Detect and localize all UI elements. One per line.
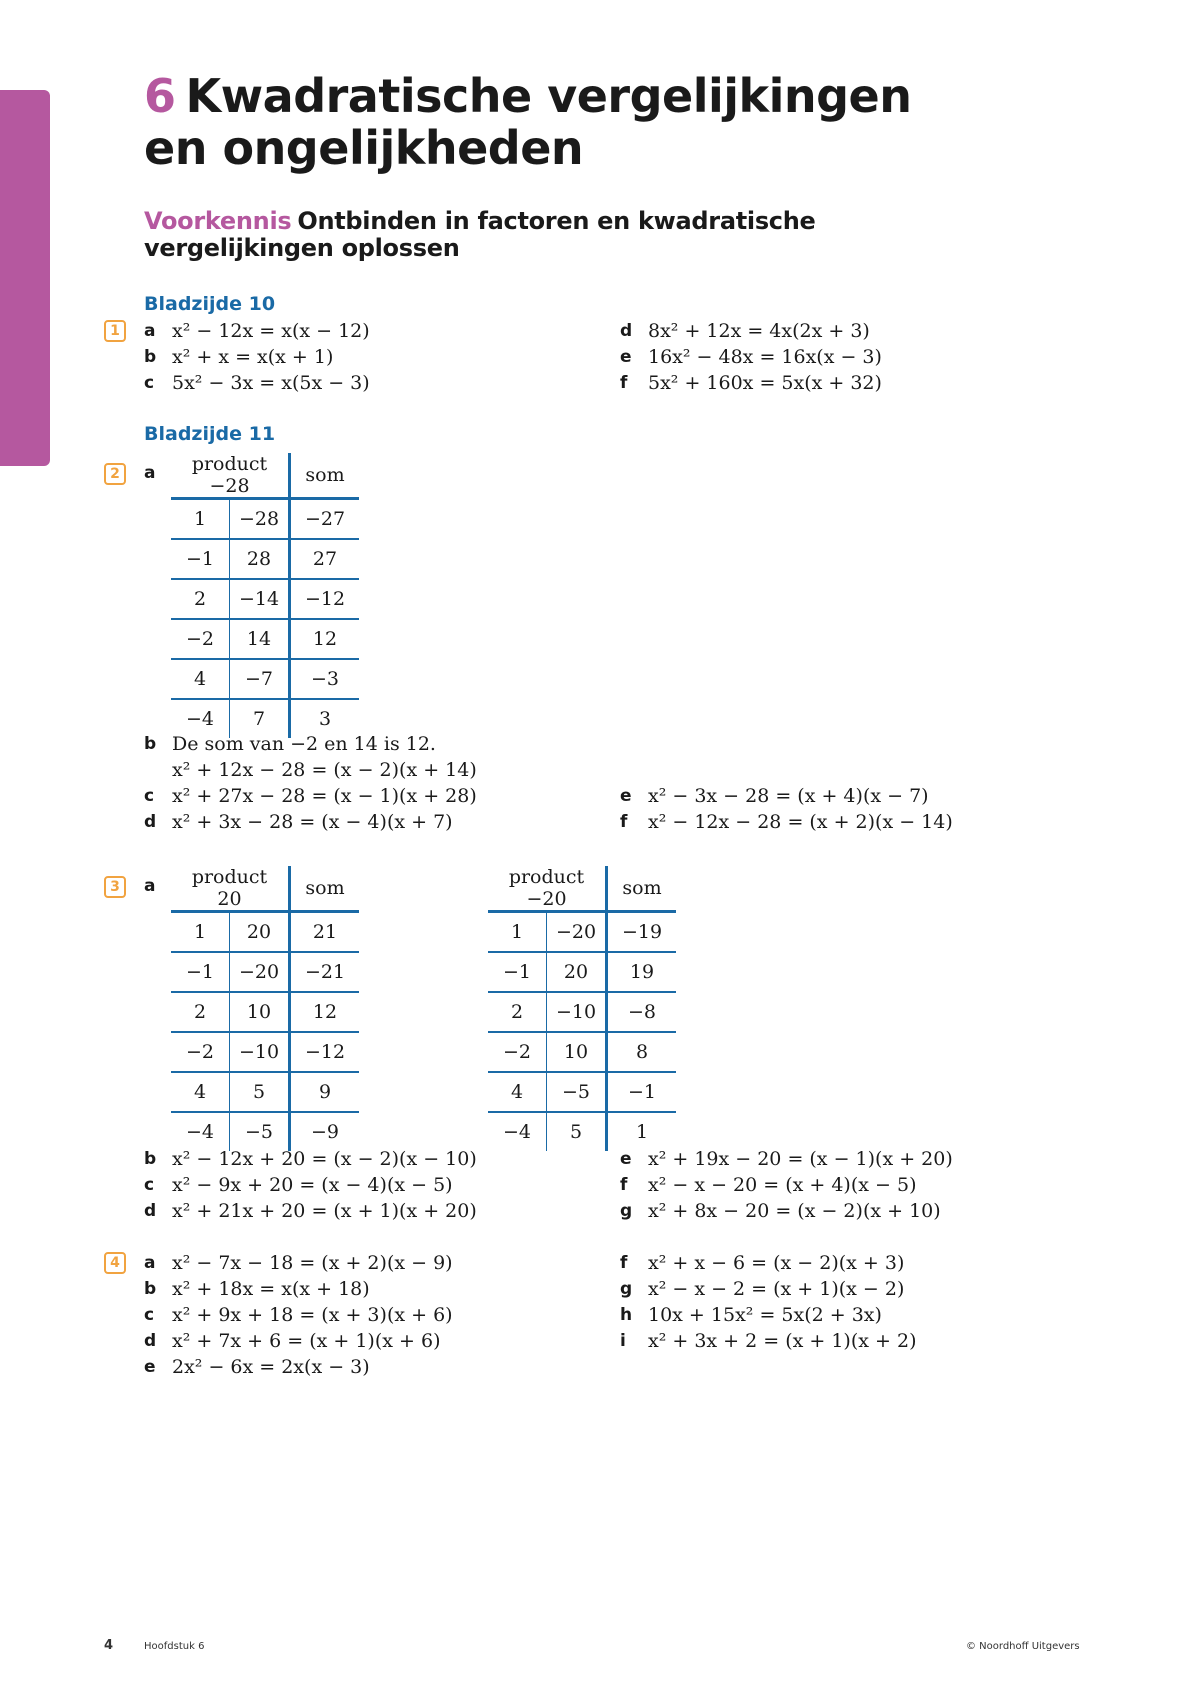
table-cell: −10 xyxy=(547,992,607,1032)
table-cell: −7 xyxy=(230,659,290,699)
table-cell: −2 xyxy=(488,1032,547,1072)
item-letter: c xyxy=(144,786,155,806)
table-cell: −4 xyxy=(171,699,230,738)
table-row xyxy=(488,992,676,1032)
answer-text: 2x² − 6x = 2x(x − 3) xyxy=(172,1356,370,1378)
table-row xyxy=(488,952,676,992)
table-cell: 1 xyxy=(488,912,547,953)
table-cell: −3 xyxy=(290,659,360,699)
item-letter: d xyxy=(144,1201,157,1221)
answer-text: x² + 7x + 6 = (x + 1)(x + 6) xyxy=(172,1330,441,1352)
table-row xyxy=(171,1032,359,1072)
table-row xyxy=(488,1032,676,1072)
table-row xyxy=(171,992,359,1032)
table-cell: 21 xyxy=(290,912,360,953)
table-cell: −19 xyxy=(607,912,677,953)
table-cell: −2 xyxy=(171,619,230,659)
table-cell: 4 xyxy=(488,1072,547,1112)
chapter-number: 6 xyxy=(144,69,176,123)
answer-text: x² + 27x − 28 = (x − 1)(x + 28) xyxy=(172,785,477,807)
table-cell: 2 xyxy=(488,992,547,1032)
answer-text: 10x + 15x² = 5x(2 + 3x) xyxy=(648,1304,882,1326)
table-header-som: som xyxy=(290,866,360,912)
table-row xyxy=(171,659,359,699)
table-row xyxy=(171,619,359,659)
item-letter: i xyxy=(620,1331,626,1351)
answer-text: 5x² + 160x = 5x(x + 32) xyxy=(648,372,882,394)
item-letter: f xyxy=(620,1175,628,1195)
item-letter: e xyxy=(620,1149,632,1169)
table-row xyxy=(171,579,359,619)
item-letter: g xyxy=(620,1279,633,1299)
table-cell: 4 xyxy=(171,1072,230,1112)
table-cell: 1 xyxy=(607,1112,677,1151)
table-row xyxy=(488,912,676,953)
section-title-line2: vergelijkingen oplossen xyxy=(144,234,460,262)
table-cell: −14 xyxy=(230,579,290,619)
answer-text: x² + 12x − 28 = (x − 2)(x + 14) xyxy=(172,759,477,781)
table-cell: 14 xyxy=(230,619,290,659)
item-letter: e xyxy=(620,347,632,367)
table-cell: −5 xyxy=(244,1121,273,1143)
item-letter: d xyxy=(144,1331,157,1351)
answer-text: x² + 18x = x(x + 18) xyxy=(172,1278,370,1300)
table-cell: −12 xyxy=(290,579,360,619)
item-letter: b xyxy=(144,1149,157,1169)
table-cell: −1 xyxy=(171,539,230,579)
table-header-product: product −28 xyxy=(171,453,290,499)
chapter-title-line1: Kwadratische vergelijkingen xyxy=(185,69,912,123)
table-cell: −1 xyxy=(171,952,230,992)
item-letter: a xyxy=(144,1253,156,1273)
table-cell: −8 xyxy=(607,992,677,1032)
table-cell: 10 xyxy=(547,1032,607,1072)
table-cell: −1 xyxy=(607,1072,677,1112)
item-letter: d xyxy=(144,812,157,832)
table-row xyxy=(171,539,359,579)
table-cell: 20 xyxy=(547,952,607,992)
answer-text: x² − x − 20 = (x + 4)(x − 5) xyxy=(648,1174,917,1196)
footer-copyright: © Noordhoff Uitgevers xyxy=(966,1641,1080,1652)
chapter-title-line2: en ongelijkheden xyxy=(144,121,584,175)
table-cell: −20 xyxy=(547,912,607,953)
table-cell: 1 xyxy=(171,912,230,953)
table-row xyxy=(171,912,359,953)
table-cell: 5 xyxy=(569,1121,583,1143)
answer-text: x² + x = x(x + 1) xyxy=(172,346,334,368)
product-sum-table-q2 xyxy=(171,453,359,738)
footer-page-number: 4 xyxy=(104,1638,114,1653)
answer-text: x² + 19x − 20 = (x − 1)(x + 20) xyxy=(648,1148,953,1170)
item-letter: e xyxy=(620,786,632,806)
item-letter: b xyxy=(144,734,157,754)
table-header-product: product 20 xyxy=(171,866,290,912)
table-cell: 12 xyxy=(290,992,360,1032)
table-cell: −4 xyxy=(171,1112,230,1151)
page-label-10: Bladzijde 10 xyxy=(144,293,276,315)
chapter-side-tab xyxy=(0,90,50,466)
answer-text: x² − 9x + 20 = (x − 4)(x − 5) xyxy=(172,1174,453,1196)
question-number-2: 2 xyxy=(104,463,126,485)
table-header-som: som xyxy=(290,453,360,499)
table-cell: −28 xyxy=(230,499,290,540)
table-cell: 3 xyxy=(290,699,360,738)
table-cell: 5 xyxy=(230,1072,290,1112)
table-header-som: som xyxy=(607,866,677,912)
answer-text: 5x² − 3x = x(5x − 3) xyxy=(172,372,370,394)
table-cell: 27 xyxy=(290,539,360,579)
table-cell: 28 xyxy=(230,539,290,579)
answer-text: x² − 12x = x(x − 12) xyxy=(172,320,370,342)
table-cell: −4 xyxy=(488,1112,547,1151)
answer-text: x² + 8x − 20 = (x − 2)(x + 10) xyxy=(648,1200,941,1222)
table-header-product: product −20 xyxy=(488,866,607,912)
chapter-title xyxy=(144,70,1044,174)
table-cell: 12 xyxy=(290,619,360,659)
table-row xyxy=(488,1072,676,1112)
section-title-line1: Ontbinden in factoren en kwadratische xyxy=(297,207,816,235)
table-cell: −27 xyxy=(290,499,360,540)
answer-text: x² − 3x − 28 = (x + 4)(x − 7) xyxy=(648,785,929,807)
table-cell: 10 xyxy=(230,992,290,1032)
question-number-3: 3 xyxy=(104,876,126,898)
table-cell: −10 xyxy=(230,1032,290,1072)
table-cell: −21 xyxy=(290,952,360,992)
table-row xyxy=(171,1072,359,1112)
item-letter: e xyxy=(144,1357,156,1377)
table-row xyxy=(171,952,359,992)
answer-text: x² + 21x + 20 = (x + 1)(x + 20) xyxy=(172,1200,477,1222)
item-letter: f xyxy=(620,812,628,832)
table-cell: −5 xyxy=(547,1072,607,1112)
item-letter: a xyxy=(144,876,156,896)
item-letter: c xyxy=(144,373,155,393)
answer-text: De som van −2 en 14 is 12. xyxy=(172,733,436,755)
question-number-1: 1 xyxy=(104,320,126,342)
table-cell: 8 xyxy=(607,1032,677,1072)
item-letter: b xyxy=(144,1279,157,1299)
item-letter: a xyxy=(144,463,156,483)
table-cell: 19 xyxy=(607,952,677,992)
table-row xyxy=(171,499,359,540)
answer-text: x² − x − 2 = (x + 1)(x − 2) xyxy=(648,1278,905,1300)
table-cell: 7 xyxy=(252,708,266,730)
answer-text: x² + x − 6 = (x − 2)(x + 3) xyxy=(648,1252,905,1274)
answer-text: x² − 12x + 20 = (x − 2)(x − 10) xyxy=(172,1148,477,1170)
item-letter: g xyxy=(620,1201,633,1221)
section-prefix: Voorkennis xyxy=(144,207,292,235)
item-letter: c xyxy=(144,1175,155,1195)
table-cell: 4 xyxy=(171,659,230,699)
item-letter: f xyxy=(620,373,628,393)
table-cell: −20 xyxy=(230,952,290,992)
page-label-11: Bladzijde 11 xyxy=(144,423,276,445)
footer-chapter: Hoofdstuk 6 xyxy=(144,1641,205,1652)
question-number-4: 4 xyxy=(104,1252,126,1274)
product-sum-table-q3-right xyxy=(488,866,676,1151)
answer-text: x² + 9x + 18 = (x + 3)(x + 6) xyxy=(172,1304,453,1326)
table-cell: −2 xyxy=(171,1032,230,1072)
table-cell: 1 xyxy=(171,499,230,540)
table-cell: −12 xyxy=(290,1032,360,1072)
table-cell: 2 xyxy=(171,992,230,1032)
item-letter: c xyxy=(144,1305,155,1325)
product-sum-table-q3-left xyxy=(171,866,359,1151)
answer-text: 8x² + 12x = 4x(2x + 3) xyxy=(648,320,870,342)
item-letter: f xyxy=(620,1253,628,1273)
answer-text: x² − 12x − 28 = (x + 2)(x − 14) xyxy=(648,811,953,833)
item-letter: a xyxy=(144,321,156,341)
table-cell: 2 xyxy=(171,579,230,619)
answer-text: x² − 7x − 18 = (x + 2)(x − 9) xyxy=(172,1252,453,1274)
table-cell: −9 xyxy=(290,1112,360,1151)
item-letter: h xyxy=(620,1305,633,1325)
table-cell: 9 xyxy=(290,1072,360,1112)
section-title xyxy=(144,208,904,262)
answer-text: 16x² − 48x = 16x(x − 3) xyxy=(648,346,882,368)
table-cell: 20 xyxy=(230,912,290,953)
answer-text: x² + 3x + 2 = (x + 1)(x + 2) xyxy=(648,1330,917,1352)
table-cell: −1 xyxy=(488,952,547,992)
item-letter: d xyxy=(620,321,633,341)
item-letter: b xyxy=(144,347,157,367)
answer-text: x² + 3x − 28 = (x − 4)(x + 7) xyxy=(172,811,453,833)
